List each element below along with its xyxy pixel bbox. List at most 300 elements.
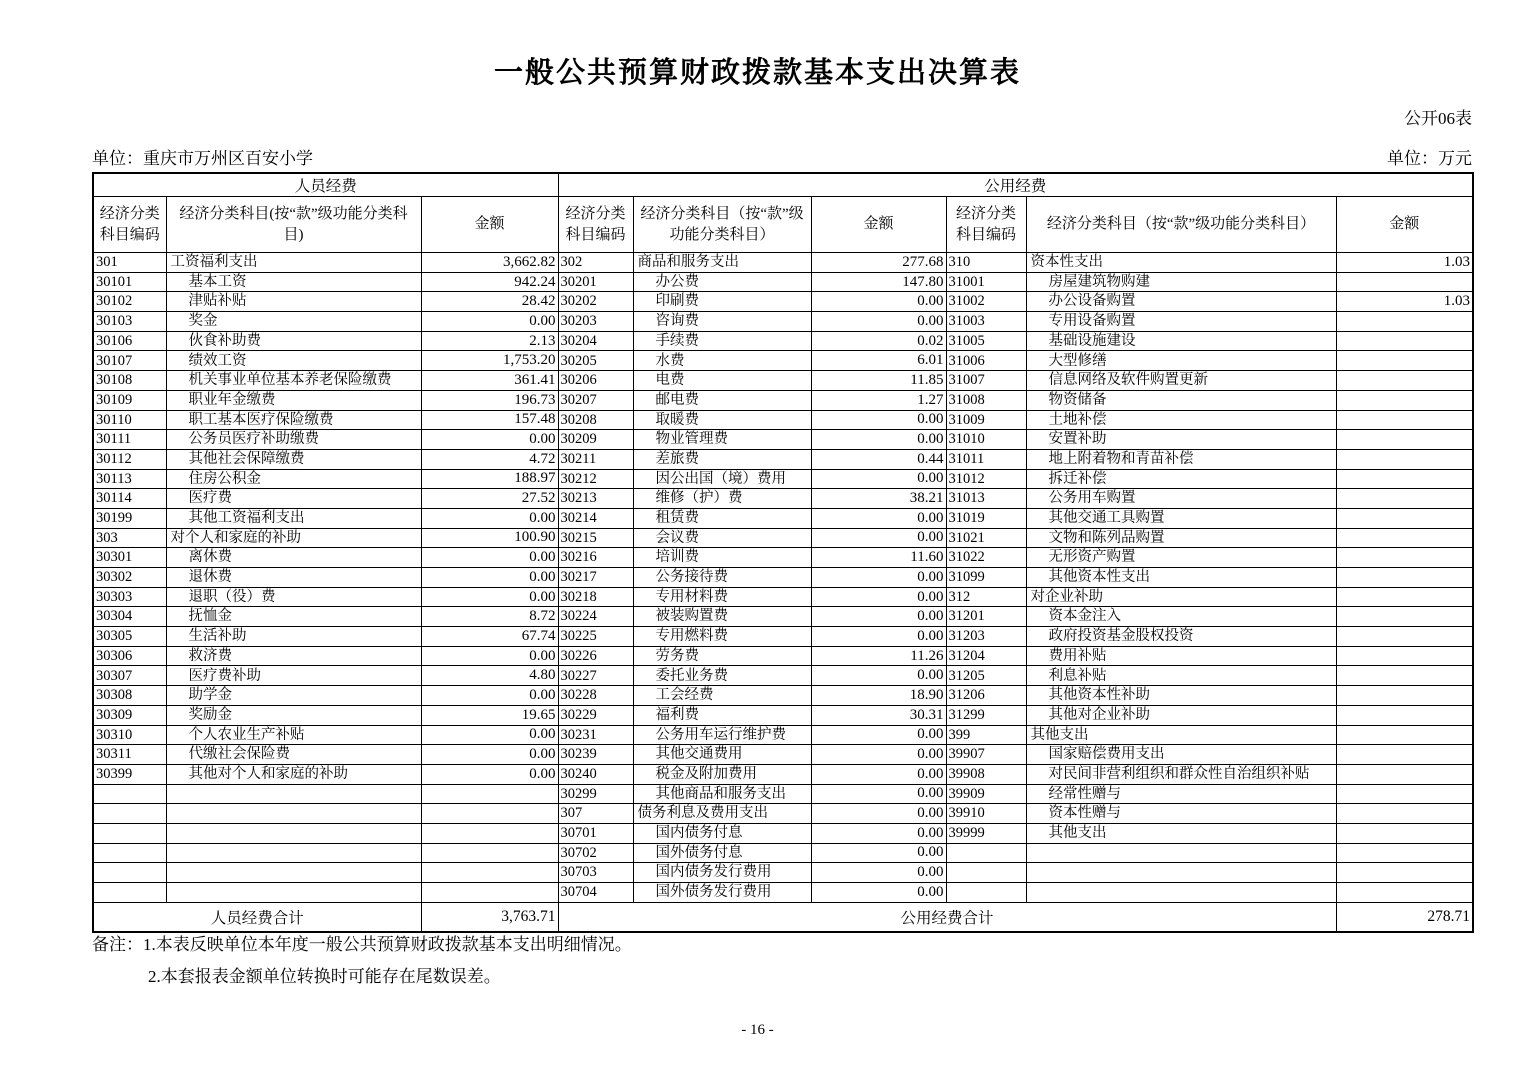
code-cell: 30205 (558, 351, 633, 371)
code-cell: 39907 (946, 745, 1026, 765)
section-personnel-funds: 人员经费 (93, 173, 558, 197)
subject-cell: 利息补贴 (1026, 666, 1336, 686)
code-cell: 30203 (558, 312, 633, 332)
table-row (93, 725, 1473, 745)
amount-cell (1336, 568, 1473, 588)
subject-cell: 委托业务费 (633, 666, 811, 686)
subject-cell: 维修（护）费 (633, 489, 811, 509)
amount-cell (1336, 627, 1473, 647)
code-cell: 303 (93, 528, 166, 548)
amount-cell: 0.00 (811, 863, 946, 883)
code-cell: 30303 (93, 587, 166, 607)
code-cell: 31299 (946, 705, 1026, 725)
personnel-total-value: 3,763.71 (421, 902, 558, 932)
code-cell: 30208 (558, 410, 633, 430)
subject-cell: 培训费 (633, 548, 811, 568)
note-line-2: 2.本套报表金额单位转换时可能存在尾数误差。 (148, 967, 501, 987)
code-cell: 30302 (93, 568, 166, 588)
code-cell: 30305 (93, 627, 166, 647)
subject-cell: 文物和陈列品购置 (1026, 528, 1336, 548)
table-row (93, 469, 1473, 489)
code-cell: 31010 (946, 430, 1026, 450)
header-subject-right: 经济分类科目（按“款”级功能分类科目） (1026, 197, 1336, 253)
code-cell: 30309 (93, 705, 166, 725)
amount-cell (1336, 508, 1473, 528)
table-row (93, 666, 1473, 686)
subject-cell: 无形资产购置 (1026, 548, 1336, 568)
subject-cell: 职工基本医疗保险缴费 (166, 410, 421, 430)
subject-cell: 手续费 (633, 331, 811, 351)
amount-cell (1336, 371, 1473, 391)
subject-cell: 伙食补助费 (166, 331, 421, 351)
code-cell: 30213 (558, 489, 633, 509)
table-row (93, 292, 1473, 312)
table-row (93, 607, 1473, 627)
subject-cell: 政府投资基金股权投资 (1026, 627, 1336, 647)
subject-cell: 税金及附加费用 (633, 764, 811, 784)
unit-currency: 单位：万元 (1387, 149, 1472, 168)
subject-cell: 绩效工资 (166, 351, 421, 371)
code-cell: 30231 (558, 725, 633, 745)
subject-cell: 国外债务付息 (633, 843, 811, 863)
amount-cell: 0.00 (811, 627, 946, 647)
subject-cell: 国内债务发行费用 (633, 863, 811, 883)
personnel-total-label: 人员经费合计 (93, 902, 421, 932)
code-cell: 30114 (93, 489, 166, 509)
code-cell: 30308 (93, 686, 166, 706)
subject-cell: 拆迁补偿 (1026, 469, 1336, 489)
subject-cell: 救济费 (166, 646, 421, 666)
code-cell: 30703 (558, 863, 633, 883)
subject-cell: 其他工资福利支出 (166, 508, 421, 528)
code-cell: 31203 (946, 627, 1026, 647)
code-cell: 39910 (946, 804, 1026, 824)
subject-cell: 资本性支出 (1026, 253, 1336, 273)
notes-block (92, 934, 632, 988)
code-cell: 30103 (93, 312, 166, 332)
note-line-1: 备注：1.本表反映单位本年度一般公共预算财政拨款基本支出明细情况。 (92, 935, 632, 954)
amount-cell: 28.42 (421, 292, 558, 312)
code-cell: 30216 (558, 548, 633, 568)
table-row (93, 883, 1473, 903)
amount-cell: 196.73 (421, 390, 558, 410)
code-cell: 30227 (558, 666, 633, 686)
table-row (93, 804, 1473, 824)
amount-cell: 1.03 (1336, 292, 1473, 312)
table-row (93, 390, 1473, 410)
subject-cell: 其他资本性支出 (1026, 568, 1336, 588)
public-total-label: 公用经费合计 (558, 902, 1336, 932)
code-cell (93, 843, 166, 863)
code-cell (93, 823, 166, 843)
code-cell: 30111 (93, 430, 166, 450)
amount-cell: 11.60 (811, 548, 946, 568)
subject-cell: 奖金 (166, 312, 421, 332)
amount-cell: 67.74 (421, 627, 558, 647)
subject-cell: 专用燃料费 (633, 627, 811, 647)
amount-cell: 0.00 (421, 508, 558, 528)
amount-cell (1336, 449, 1473, 469)
table-row (93, 410, 1473, 430)
table-row (93, 351, 1473, 371)
subject-cell: 其他社会保障缴费 (166, 449, 421, 469)
subject-cell: 公务用车购置 (1026, 489, 1336, 509)
code-cell: 30110 (93, 410, 166, 430)
code-cell: 30304 (93, 607, 166, 627)
code-cell: 30112 (93, 449, 166, 469)
subject-cell: 费用补贴 (1026, 646, 1336, 666)
code-cell (946, 883, 1026, 903)
subject-cell: 咨询费 (633, 312, 811, 332)
amount-cell (1336, 312, 1473, 332)
code-cell: 30301 (93, 548, 166, 568)
code-cell: 39908 (946, 764, 1026, 784)
amount-cell: 0.00 (811, 745, 946, 765)
code-cell: 31099 (946, 568, 1026, 588)
amount-cell: 3,662.82 (421, 253, 558, 273)
code-cell: 31003 (946, 312, 1026, 332)
subject-cell: 奖励金 (166, 705, 421, 725)
amount-cell (421, 804, 558, 824)
subject-cell: 工资福利支出 (166, 253, 421, 273)
code-cell: 31022 (946, 548, 1026, 568)
amount-cell: 0.00 (811, 725, 946, 745)
amount-cell: 1.27 (811, 390, 946, 410)
page-number: - 16 - (741, 1022, 774, 1038)
header-subject-left: 经济分类科目(按“款”级功能分类科目) (166, 197, 421, 253)
code-cell: 31201 (946, 607, 1026, 627)
code-cell: 31013 (946, 489, 1026, 509)
subject-cell (166, 843, 421, 863)
subject-cell: 大型修缮 (1026, 351, 1336, 371)
code-cell: 31011 (946, 449, 1026, 469)
subject-cell: 印刷费 (633, 292, 811, 312)
header-amount-left: 金额 (421, 197, 558, 253)
table-row (93, 823, 1473, 843)
totals-row (93, 902, 1473, 932)
amount-cell (1336, 784, 1473, 804)
code-cell: 30113 (93, 469, 166, 489)
table-row (93, 331, 1473, 351)
amount-cell: 0.00 (811, 587, 946, 607)
subject-cell: 物业管理费 (633, 430, 811, 450)
subject-cell: 被装购置费 (633, 607, 811, 627)
table-row (93, 312, 1473, 332)
subject-cell: 职业年金缴费 (166, 390, 421, 410)
amount-cell (1336, 705, 1473, 725)
amount-cell: 0.00 (811, 843, 946, 863)
subject-cell: 基础设施建设 (1026, 331, 1336, 351)
code-cell: 31007 (946, 371, 1026, 391)
subject-cell: 其他支出 (1026, 823, 1336, 843)
header-code-mid: 经济分类科目编码 (558, 197, 633, 253)
subject-cell: 其他交通费用 (633, 745, 811, 765)
subject-cell: 住房公积金 (166, 469, 421, 489)
public-total-value: 278.71 (1336, 902, 1473, 932)
table-row (93, 548, 1473, 568)
subject-cell: 办公设备购置 (1026, 292, 1336, 312)
header-amount-mid: 金额 (811, 197, 946, 253)
amount-cell (1336, 331, 1473, 351)
amount-cell (1336, 548, 1473, 568)
code-cell: 312 (946, 587, 1026, 607)
code-cell: 30106 (93, 331, 166, 351)
unit-row (92, 144, 1472, 169)
amount-cell: 0.00 (811, 607, 946, 627)
amount-cell (1336, 883, 1473, 903)
subject-cell (166, 784, 421, 804)
code-cell: 30299 (558, 784, 633, 804)
amount-cell: 942.24 (421, 272, 558, 292)
table-row (93, 843, 1473, 863)
code-cell (93, 863, 166, 883)
amount-cell: 147.80 (811, 272, 946, 292)
amount-cell: 19.65 (421, 705, 558, 725)
amount-cell: 0.00 (421, 725, 558, 745)
subject-cell: 水费 (633, 351, 811, 371)
amount-cell: 0.00 (811, 469, 946, 489)
amount-cell (1336, 666, 1473, 686)
code-cell: 31006 (946, 351, 1026, 371)
table-body (93, 253, 1473, 903)
subject-cell: 退休费 (166, 568, 421, 588)
code-cell: 307 (558, 804, 633, 824)
subject-cell: 退职（役）费 (166, 587, 421, 607)
code-cell: 31021 (946, 528, 1026, 548)
code-cell: 30218 (558, 587, 633, 607)
amount-cell: 8.72 (421, 607, 558, 627)
amount-cell: 1.03 (1336, 253, 1473, 273)
subject-cell (166, 823, 421, 843)
table-row (93, 449, 1473, 469)
subject-cell (1026, 843, 1336, 863)
amount-cell: 0.00 (421, 587, 558, 607)
amount-cell (421, 883, 558, 903)
subject-cell: 抚恤金 (166, 607, 421, 627)
header-code-right: 经济分类科目编码 (946, 197, 1026, 253)
amount-cell: 27.52 (421, 489, 558, 509)
code-cell: 399 (946, 725, 1026, 745)
amount-cell: 2.13 (421, 331, 558, 351)
amount-cell (1336, 764, 1473, 784)
table-row (93, 272, 1473, 292)
subject-cell: 对民间非营利组织和群众性自治组织补贴 (1026, 764, 1336, 784)
code-cell: 30108 (93, 371, 166, 391)
header-subject-mid: 经济分类科目（按“款”级功能分类科目） (633, 197, 811, 253)
subject-cell: 助学金 (166, 686, 421, 706)
subject-cell: 其他商品和服务支出 (633, 784, 811, 804)
subject-cell: 个人农业生产补贴 (166, 725, 421, 745)
subject-cell: 专用设备购置 (1026, 312, 1336, 332)
code-cell: 31005 (946, 331, 1026, 351)
code-cell: 31002 (946, 292, 1026, 312)
amount-cell: 0.00 (811, 666, 946, 686)
code-cell: 30306 (93, 646, 166, 666)
code-cell: 30107 (93, 351, 166, 371)
table-row (93, 430, 1473, 450)
header-amount-right: 金额 (1336, 197, 1473, 253)
code-cell: 30311 (93, 745, 166, 765)
table-row (93, 627, 1473, 647)
amount-cell (1336, 489, 1473, 509)
amount-cell: 0.00 (811, 430, 946, 450)
unit-name: 单位：重庆市万州区百安小学 (92, 149, 313, 168)
amount-cell: 4.80 (421, 666, 558, 686)
amount-cell (1336, 469, 1473, 489)
code-cell: 310 (946, 253, 1026, 273)
code-cell: 30202 (558, 292, 633, 312)
subject-cell: 其他对个人和家庭的补助 (166, 764, 421, 784)
code-cell: 30204 (558, 331, 633, 351)
code-cell: 30102 (93, 292, 166, 312)
code-cell: 30209 (558, 430, 633, 450)
code-cell: 30310 (93, 725, 166, 745)
amount-cell: 0.00 (421, 686, 558, 706)
amount-cell (1336, 607, 1473, 627)
amount-cell (1336, 410, 1473, 430)
code-cell: 30701 (558, 823, 633, 843)
subject-cell: 公务员医疗补助缴费 (166, 430, 421, 450)
amount-cell (1336, 390, 1473, 410)
amount-cell: 361.41 (421, 371, 558, 391)
code-cell: 30217 (558, 568, 633, 588)
section-public-funds: 公用经费 (558, 173, 1473, 197)
amount-cell: 100.90 (421, 528, 558, 548)
code-cell: 302 (558, 253, 633, 273)
code-cell: 30214 (558, 508, 633, 528)
code-cell: 30109 (93, 390, 166, 410)
amount-cell: 0.00 (421, 312, 558, 332)
code-cell: 31012 (946, 469, 1026, 489)
amount-cell: 0.00 (811, 823, 946, 843)
code-cell: 30228 (558, 686, 633, 706)
table-row (93, 489, 1473, 509)
table-row (93, 745, 1473, 765)
amount-cell: 0.00 (421, 568, 558, 588)
subject-cell: 安置补助 (1026, 430, 1336, 450)
amount-cell (1336, 528, 1473, 548)
code-cell: 31206 (946, 686, 1026, 706)
table-row (93, 371, 1473, 391)
subject-cell: 代缴社会保险费 (166, 745, 421, 765)
amount-cell (1336, 863, 1473, 883)
subject-cell: 租赁费 (633, 508, 811, 528)
subject-cell: 商品和服务支出 (633, 253, 811, 273)
amount-cell (1336, 351, 1473, 371)
subject-cell: 公务用车运行维护费 (633, 725, 811, 745)
code-cell: 30307 (93, 666, 166, 686)
subject-cell: 国家赔偿费用支出 (1026, 745, 1336, 765)
table-row (93, 764, 1473, 784)
amount-cell: 0.00 (811, 528, 946, 548)
amount-cell: 0.00 (811, 410, 946, 430)
amount-cell: 11.26 (811, 646, 946, 666)
code-cell: 30239 (558, 745, 633, 765)
table-row (93, 705, 1473, 725)
subject-cell: 土地补偿 (1026, 410, 1336, 430)
code-cell (93, 883, 166, 903)
subject-cell (166, 863, 421, 883)
subject-cell: 其他资本性补助 (1026, 686, 1336, 706)
subject-cell: 其他对企业补助 (1026, 705, 1336, 725)
subject-cell: 对企业补助 (1026, 587, 1336, 607)
amount-cell (1336, 587, 1473, 607)
expenditure-table (92, 172, 1474, 933)
table-row (93, 863, 1473, 883)
subject-cell: 津贴补贴 (166, 292, 421, 312)
amount-cell (1336, 686, 1473, 706)
table-row (93, 528, 1473, 548)
subject-cell: 债务利息及费用支出 (633, 804, 811, 824)
subject-cell: 国外债务发行费用 (633, 883, 811, 903)
subject-cell: 邮电费 (633, 390, 811, 410)
code-cell (946, 863, 1026, 883)
subject-cell: 机关事业单位基本养老保险缴费 (166, 371, 421, 391)
amount-cell: 157.48 (421, 410, 558, 430)
table-row (93, 253, 1473, 273)
amount-cell: 0.00 (811, 883, 946, 903)
page-title: 一般公共预算财政拨款基本支出决算表 (493, 57, 1021, 89)
subject-cell: 公务接待费 (633, 568, 811, 588)
amount-cell: 0.44 (811, 449, 946, 469)
subject-cell: 办公费 (633, 272, 811, 292)
subject-cell: 信息网络及软件购置更新 (1026, 371, 1336, 391)
amount-cell (421, 823, 558, 843)
amount-cell: 0.00 (811, 784, 946, 804)
code-cell: 30211 (558, 449, 633, 469)
code-cell: 30215 (558, 528, 633, 548)
code-cell: 30207 (558, 390, 633, 410)
amount-cell: 0.00 (421, 646, 558, 666)
code-cell: 30702 (558, 843, 633, 863)
subject-cell: 差旅费 (633, 449, 811, 469)
amount-cell: 0.00 (811, 804, 946, 824)
amount-cell: 4.72 (421, 449, 558, 469)
amount-cell: 0.00 (421, 764, 558, 784)
subject-cell: 取暖费 (633, 410, 811, 430)
code-cell: 30704 (558, 883, 633, 903)
subject-cell: 地上附着物和青苗补偿 (1026, 449, 1336, 469)
subject-cell: 工会经费 (633, 686, 811, 706)
column-header-row (93, 197, 1473, 253)
amount-cell (1336, 430, 1473, 450)
amount-cell: 188.97 (421, 469, 558, 489)
amount-cell (1336, 843, 1473, 863)
amount-cell: 0.00 (811, 312, 946, 332)
amount-cell: 38.21 (811, 489, 946, 509)
subject-cell: 资本性赠与 (1026, 804, 1336, 824)
table-row (93, 686, 1473, 706)
subject-cell: 因公出国（境）费用 (633, 469, 811, 489)
subject-cell: 医疗费补助 (166, 666, 421, 686)
amount-cell: 0.00 (421, 430, 558, 450)
code-cell: 30240 (558, 764, 633, 784)
amount-cell: 0.00 (421, 745, 558, 765)
amount-cell (421, 784, 558, 804)
amount-cell: 6.01 (811, 351, 946, 371)
code-cell (93, 804, 166, 824)
amount-cell: 0.00 (421, 548, 558, 568)
table-label: 公开06表 (1404, 109, 1472, 128)
amount-cell: 0.00 (811, 568, 946, 588)
amount-cell: 0.00 (811, 292, 946, 312)
subject-cell: 对个人和家庭的补助 (166, 528, 421, 548)
code-cell: 30201 (558, 272, 633, 292)
subject-cell (1026, 883, 1336, 903)
subject-cell: 会议费 (633, 528, 811, 548)
table-row (93, 784, 1473, 804)
table-row (93, 508, 1473, 528)
